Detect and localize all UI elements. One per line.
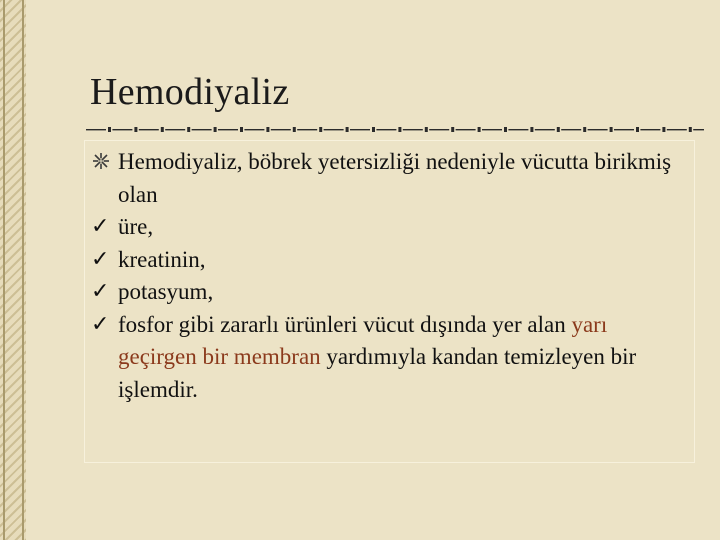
list-item xyxy=(88,211,688,244)
sparkle-star-icon xyxy=(92,152,110,170)
divider-line xyxy=(86,127,704,132)
title-divider xyxy=(84,126,704,134)
checkmark-icon: ✓ xyxy=(91,311,110,337)
list-item xyxy=(88,276,688,309)
checkmark-icon: ✓ xyxy=(91,246,110,272)
list-item-text-before: fosfor gibi zararlı ürünleri vücut dışında yer alan xyxy=(118,311,572,337)
content-text xyxy=(88,146,688,406)
list-item-text: potasyum, xyxy=(118,279,214,304)
checkmark-icon: ✓ xyxy=(91,214,110,239)
slide-title: Hemodiyaliz xyxy=(90,71,290,113)
list-item xyxy=(88,309,688,407)
intro-paragraph xyxy=(88,146,688,211)
list-item-text: kreatinin, xyxy=(118,246,206,272)
checkmark-icon: ✓ xyxy=(91,279,110,304)
list-item-text-after: yardımıyla kandan temizleyen bir işlemdir. xyxy=(118,344,637,402)
list-item xyxy=(88,244,688,277)
highlighted-phrase: yarı geçirgen bir membran xyxy=(118,311,608,369)
list-item-text: üre, xyxy=(118,214,154,239)
intro-text: Hemodiyaliz, böbrek yetersizliği nedeniyle vücutta birikmiş olan xyxy=(118,149,672,207)
